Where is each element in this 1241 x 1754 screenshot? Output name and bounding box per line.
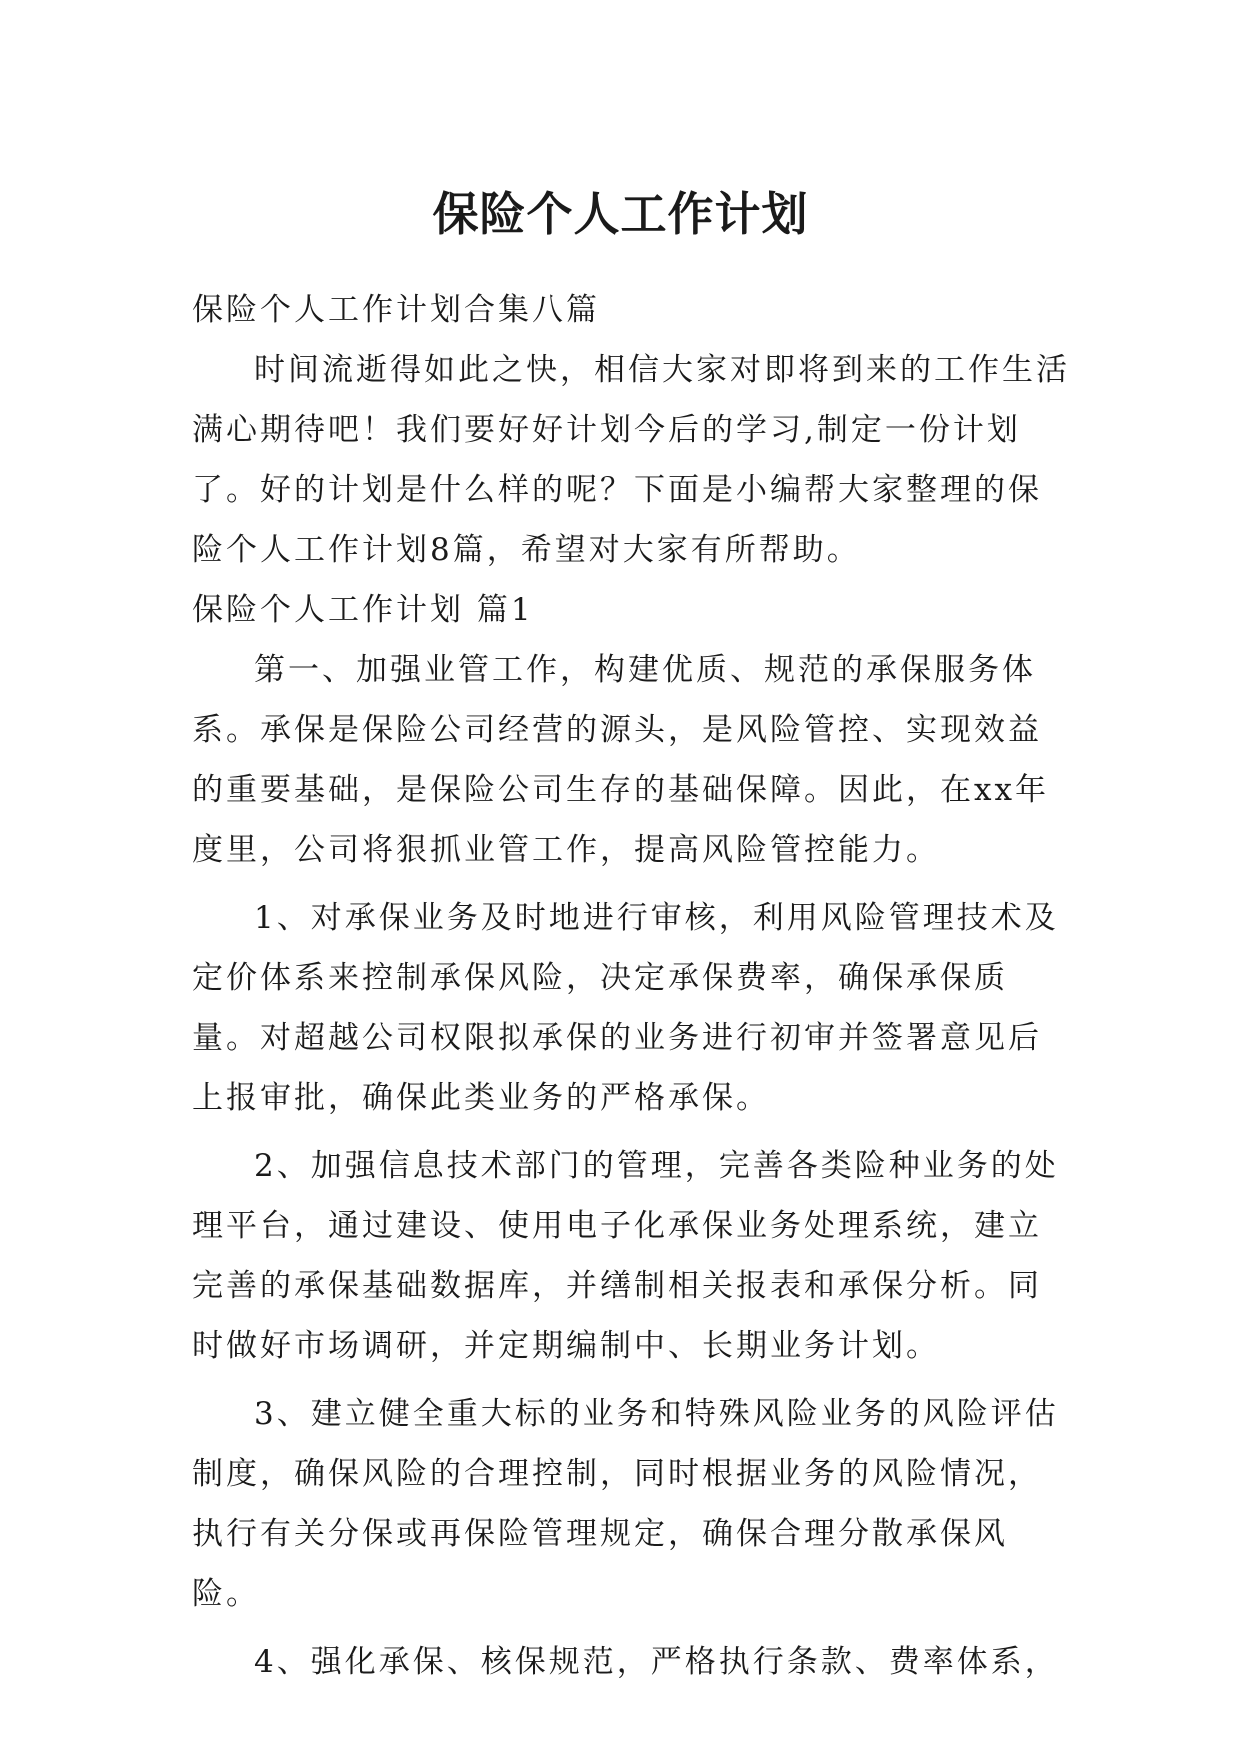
paragraph-item-4: 4、强化承保、核保规范，严格执行条款、费率体系， (254, 1644, 1059, 1680)
paragraph-subtitle: 保险个人工作计划合集八篇 (192, 292, 600, 328)
paragraph-intro: 时间流逝得如此之快，相信大家对即将到来的工作生活满心期待吧！我们要好好计划今后的学习,制定一份计划了。好的计划是什么样的呢？下面是小编帮大家整理的保险个人工作计划8篇，希望对大家有所帮助。 (192, 352, 1070, 568)
section-heading-1: 保险个人工作计划 篇1 (192, 592, 534, 628)
document-title: 保险个人工作计划 (432, 186, 809, 241)
document-body (192, 280, 1072, 1692)
paragraph-item-3: 3、建立健全重大标的业务和特殊风险业务的风险评估制度，确保风险的合理控制，同时根据业务的风险情况，执行有关分保或再保险管理规定，确保合理分散承保风险。 (192, 1396, 1059, 1612)
spacer (192, 1624, 1072, 1632)
spacer (192, 1128, 1072, 1136)
spacer (192, 1376, 1072, 1384)
paragraph-item-2: 2、加强信息技术部门的管理，完善各类险种业务的处理平台，通过建设、使用电子化承保业务处理系统，建立完善的承保基础数据库，并缮制相关报表和承保分析。同时做好市场调研，并定期编制中、长期业务计划。 (192, 1148, 1059, 1364)
paragraph-section-1: 第一、加强业管工作，构建优质、规范的承保服务体系。承保是保险公司经营的源头，是风险管控、实现效益的重要基础，是保险公司生存的基础保障。因此，在xx年度里，公司将狠抓业管工作，提高风险管控能力。 (192, 652, 1049, 868)
paragraph-item-1: 1、对承保业务及时地进行审核，利用风险管理技术及定价体系来控制承保风险，决定承保费率，确保承保质量。对超越公司权限拟承保的业务进行初审并签署意见后上报审批，确保此类业务的严格承保。 (192, 900, 1059, 1116)
spacer (192, 880, 1072, 888)
